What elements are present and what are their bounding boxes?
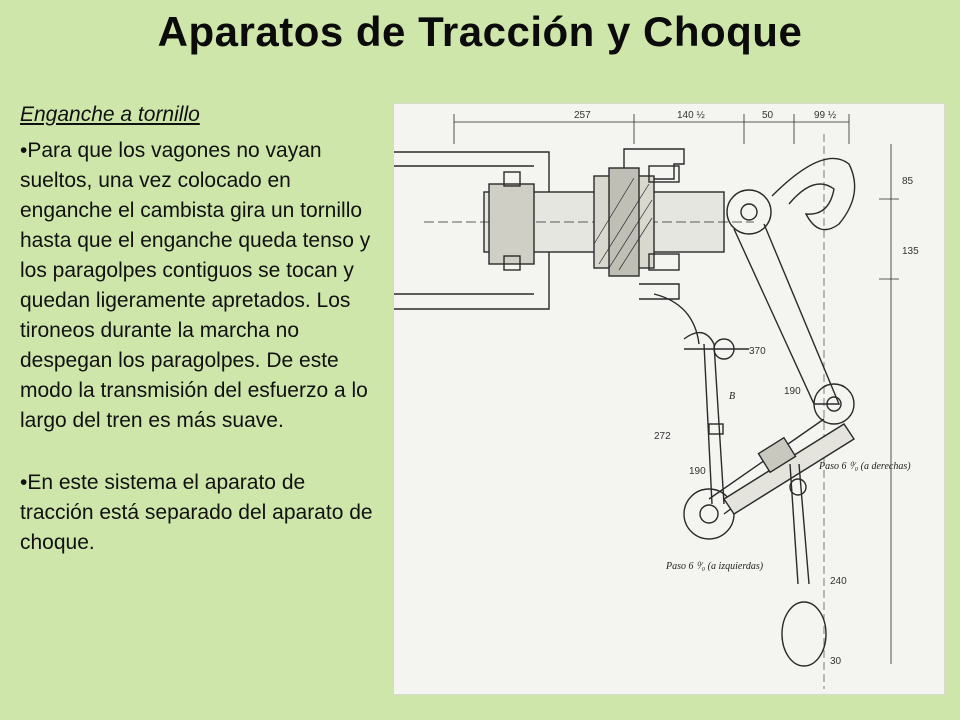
dim-257: 257 (574, 110, 591, 121)
coupling-drawing (393, 103, 945, 695)
label-b: B (729, 391, 736, 402)
label-paso-derechas: Paso 6 ⁰⁄₀ (a derechas) (819, 461, 911, 472)
bullet-paragraph-1: •Para que los vagones no vayan sueltos, una vez colocado en enganche el cambista gira un tornillo hasta que el enganche queda tenso y los paragolpes contiguos se tocan y quedan ligeramente apretados. Los tironeos durante la marcha no despegan los paragolpes. De este modo la transmisión del esfuerzo a lo largo del tren es más suave. (20, 139, 371, 432)
dim-99-half: 99 ½ (814, 110, 837, 121)
dim-85: 85 (902, 176, 914, 187)
coupling-drawing-svg (394, 104, 944, 694)
dim-140-half: 140 ½ (677, 110, 705, 121)
dim-30: 30 (830, 656, 842, 667)
bullet-paragraph-2: •En este sistema el aparato de tracción está separado del aparato de choque. (20, 471, 373, 554)
dim-272: 272 (654, 431, 671, 442)
text-column (20, 100, 375, 590)
slide-subtitle: Enganche a tornillo (20, 103, 200, 126)
slide-title: Aparatos de Tracción y Choque (157, 8, 803, 55)
dim-190-upper: 190 (784, 386, 801, 397)
dim-135: 135 (902, 246, 919, 257)
dim-190-lower: 190 (689, 466, 706, 477)
dim-240: 240 (830, 576, 847, 587)
dim-370: 370 (749, 346, 766, 357)
label-paso-izquierdas: Paso 6 ⁰⁄₀ (a izquierdas) (666, 561, 764, 572)
dim-50: 50 (762, 110, 774, 121)
